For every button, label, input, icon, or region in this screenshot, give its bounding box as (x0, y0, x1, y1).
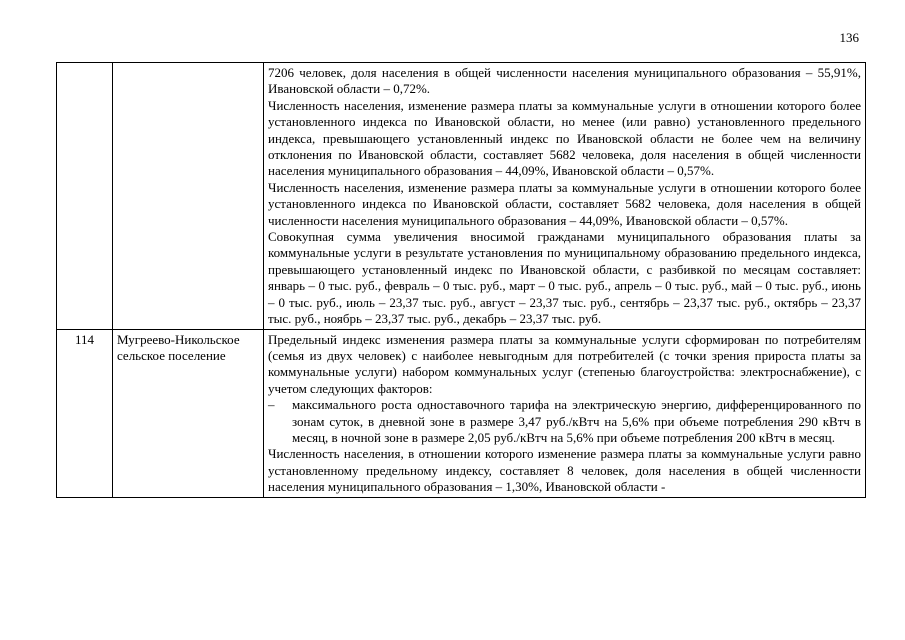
table-row (57, 63, 866, 330)
municipal-index-table (56, 62, 866, 498)
row-number-cell: 114 (57, 329, 113, 497)
paragraph: Совокупная сумма увеличения вносимой гражданами муниципального образования платы за коммунальные услуги в результате установления по муниципальному образованию предельного индекса, превышающего установленный индекс по Ивановской области, с разбивкой по месяцам составляет: январь – 0 тыс. руб., февраль – 0 тыс. руб., март – 0 тыс. руб., апрель – 0 тыс. руб., май – 0 тыс. руб., июнь – 0 тыс. руб., июль – 23,37 тыс. руб., август – 23,37 тыс. руб., сентябрь – 23,37 тыс. руб., октябрь – 23,37 тыс. руб., ноябрь – 23,37 тыс. руб., декабрь – 23,37 тыс. руб. (268, 229, 861, 327)
paragraph: Численность населения, в отношении которого изменение размера платы за коммунальные услуги равно установленному предельному индексу, составляет 8 человек, доля населения в общей численности населения муниципального образования – 1,30%, Ивановской области - (268, 446, 861, 495)
list-dash: – (268, 397, 275, 413)
list-item-text: максимального роста одноставочного тарифа на электрическую энергию, дифференцированного по зонам суток, в дневной зоне в размере 3,47 руб./кВтч на 5,6% при объеме потребления 290 кВтч в месяц, в ночной зоне в размере 2,05 руб./кВтч на 5,6% при объеме потребления 200 кВтч в месяц. (292, 397, 861, 445)
row-number-cell (57, 63, 113, 330)
description-cell (264, 63, 866, 330)
table-row (57, 329, 866, 497)
paragraph: Численность населения, изменение размера платы за коммунальные услуги в отношении которого более установленного индекса по Ивановской области, составляет 5682 человека, доля населения в общей численности населения муниципального образования – 44,09%, Ивановской области – 0,57%. (268, 179, 861, 228)
page-number: 136 (839, 30, 859, 45)
municipality-name-cell: Мугреево-Никольское сельское поселение (113, 329, 264, 497)
municipality-name-cell (113, 63, 264, 330)
paragraph: 7206 человек, доля населения в общей численности населения муниципального образования – 55,91%, Ивановской области – 0,72%. (268, 65, 861, 97)
paragraph: Предельный индекс изменения размера платы за коммунальные услуги сформирован по потребителям (семья из двух человек) с наиболее невыгодным для потребителей (с точки зрения прироста платы за коммунальные услуги) набором коммунальных услуг (степенью благоустройства: электроснабжение), с учетом следующих факторов: (268, 331, 861, 396)
paragraph: Численность населения, изменение размера платы за коммунальные услуги в отношении которого более установленного индекса по Ивановской области, но менее (или равно) установленного предельного индекса, превышающего установленный индекс по Ивановской области не более чем на величину отклонения по Ивановской области, составляет 5682 человека, доля населения в общей численности населения муниципального образования – 44,09%, Ивановской области – 0,57%. (268, 97, 861, 179)
description-cell (264, 329, 866, 497)
list-item (268, 397, 861, 446)
